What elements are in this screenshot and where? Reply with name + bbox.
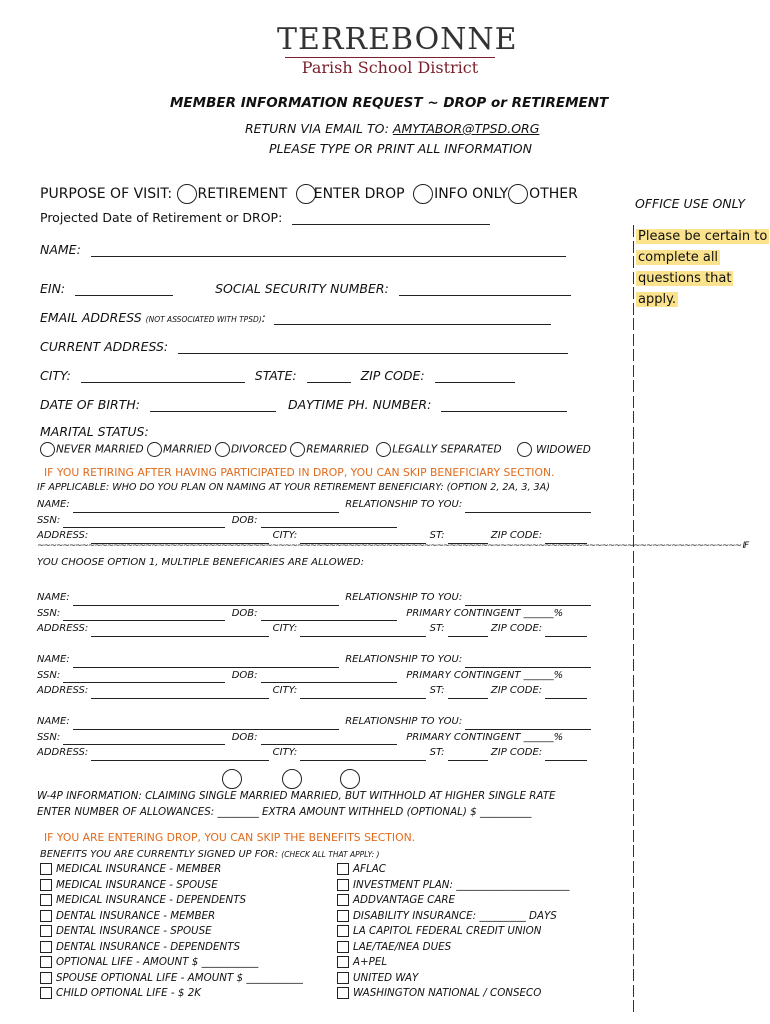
- address-input[interactable]: [178, 341, 568, 354]
- beneficiary-st-label: ST:: [429, 623, 448, 634]
- benefit-checkbox[interactable]: [40, 925, 52, 937]
- beneficiary-city-label: CITY:: [272, 530, 301, 541]
- beneficiary-address-input[interactable]: [91, 750, 269, 761]
- benefit-item[interactable]: [337, 909, 569, 925]
- benefit-label: MEDICAL INSURANCE - MEMBER: [56, 863, 222, 875]
- benefit-checkbox[interactable]: [337, 879, 349, 891]
- beneficiary-dob-input[interactable]: [261, 610, 397, 621]
- info-only-option-label: INFO ONLY: [434, 186, 509, 202]
- benefits-label-note: (CHECK ALL THAT APPLY: ): [281, 850, 380, 859]
- benefit-checkbox[interactable]: [40, 863, 52, 875]
- beneficiary-name-row: [37, 652, 591, 668]
- benefit-label: ADDVANTAGE CARE: [353, 894, 456, 906]
- beneficiary-address-label: ADDRESS:: [37, 747, 92, 758]
- beneficiary-address-input[interactable]: [91, 688, 269, 699]
- married-label: MARRIED: [162, 443, 212, 456]
- beneficiary-name-input[interactable]: [73, 502, 339, 513]
- benefit-checkbox[interactable]: [40, 879, 52, 891]
- primary-contingent-label: PRIMARY CONTINGENT ______%: [406, 607, 564, 619]
- beneficiary-name-input[interactable]: [73, 719, 339, 730]
- benefit-item[interactable]: [40, 878, 303, 894]
- w4p-allowances: ENTER NUMBER OF ALLOWANCES: ________ EXTRA AMOUNT WITHHELD (OPTIONAL) $ __________: [37, 806, 532, 818]
- beneficiary-st-input[interactable]: [448, 750, 488, 761]
- beneficiary-block: [37, 714, 591, 761]
- benefit-label: WASHINGTON NATIONAL / CONSECO: [353, 987, 542, 999]
- dob-label: DATE OF BIRTH:: [40, 397, 140, 412]
- benefits-label: BENEFITS YOU ARE CURRENTLY SIGNED UP FOR:: [40, 849, 282, 860]
- enter-drop-radio[interactable]: [296, 184, 316, 204]
- benefit-label: AFLAC: [353, 863, 386, 875]
- benefit-checkbox[interactable]: [40, 972, 52, 984]
- benefit-item[interactable]: [337, 924, 569, 940]
- office-note-line-2: complete all: [638, 250, 719, 265]
- ssn-label: SOCIAL SECURITY NUMBER:: [215, 281, 389, 296]
- married-higher-radio[interactable]: [340, 769, 360, 789]
- benefit-item[interactable]: [337, 878, 569, 894]
- email-label: EMAIL ADDRESS: [40, 310, 142, 325]
- purpose-label: PURPOSE OF VISIT:: [40, 186, 177, 202]
- beneficiary-address-row: [37, 745, 591, 761]
- remarried-radio[interactable]: [290, 442, 305, 457]
- beneficiary-city-label: CITY:: [272, 685, 301, 696]
- benefit-item[interactable]: [40, 955, 303, 971]
- benefit-item[interactable]: [337, 862, 569, 878]
- beneficiary-ssn-row: [37, 730, 591, 746]
- beneficiary-ssn-row: [37, 606, 591, 622]
- ein-ssn-row: [40, 281, 571, 296]
- marital-options: [40, 442, 591, 457]
- option-separator: ~~~~~~~~~~~~~~~~~~~~~~~~~~~~~~~~~~~~~~~~~~~~~~~~~~~~~~~~~~~~~~~~~~~~~~~~~~~~~~~~~~~~~~~~~~~~~~~~~~~~~~~~~~~~~~~ IF: [37, 541, 748, 551]
- w4p-info: W-4P INFORMATION: CLAIMING SINGLE MARRIED MARRIED, BUT WITHHOLD AT HIGHER SINGLE RATE: [37, 790, 556, 802]
- beneficiary-ssn-input[interactable]: [63, 734, 225, 745]
- beneficiary-ssn-label: SSN:: [37, 514, 64, 526]
- beneficiary-dob-label: DOB:: [231, 669, 261, 681]
- retirement-option-label: RETIREMENT: [197, 186, 288, 202]
- beneficiary-dob-input[interactable]: [261, 734, 397, 745]
- beneficiary-st-label: ST:: [429, 530, 448, 541]
- beneficiary-address-label: ADDRESS:: [37, 623, 92, 634]
- benefit-checkbox[interactable]: [40, 987, 52, 999]
- city-input[interactable]: [81, 370, 245, 383]
- office-note-line-4: apply.: [638, 292, 677, 307]
- benefit-label: OPTIONAL LIFE - AMOUNT $ ___________: [56, 956, 259, 968]
- divorced-radio[interactable]: [215, 442, 230, 457]
- benefit-checkbox[interactable]: [40, 941, 52, 953]
- benefits-skip-note: IF YOU ARE ENTERING DROP, YOU CAN SKIP THE BENEFITS SECTION.: [44, 831, 416, 844]
- beneficiary-address-row: [37, 683, 591, 699]
- address-row: [40, 339, 568, 354]
- benefit-checkbox[interactable]: [40, 956, 52, 968]
- beneficiary-zip-label: ZIP CODE:: [490, 530, 546, 541]
- beneficiary-ssn-input[interactable]: [63, 610, 225, 621]
- benefit-label: SPOUSE OPTIONAL LIFE - AMOUNT $ ___________: [56, 971, 303, 984]
- dob-phone-row: [40, 397, 567, 412]
- state-input[interactable]: [307, 370, 351, 383]
- benefits-left-list: [40, 862, 303, 1002]
- phone-input[interactable]: [441, 399, 567, 412]
- benefit-label: MEDICAL INSURANCE - SPOUSE: [56, 878, 218, 891]
- beneficiary-block: [37, 590, 591, 637]
- ein-label: EIN:: [40, 281, 66, 296]
- beneficiary-name-row: [37, 714, 591, 730]
- beneficiary-dob-input[interactable]: [261, 672, 397, 683]
- benefits-right-list: [337, 862, 569, 1002]
- relationship-input[interactable]: [465, 595, 591, 606]
- beneficiary-zip-input[interactable]: [545, 626, 587, 637]
- beneficiary-name-label: NAME:: [37, 654, 73, 665]
- enter-drop-option-label: ENTER DROP: [313, 186, 405, 202]
- beneficiary-ssn-input[interactable]: [63, 672, 225, 683]
- beneficiary-dob-input[interactable]: [261, 517, 397, 528]
- benefits-label-row: [40, 849, 379, 860]
- state-label: STATE:: [254, 368, 297, 383]
- benefit-checkbox[interactable]: [337, 941, 349, 953]
- benefit-checkbox[interactable]: [337, 910, 349, 922]
- email-note: (NOT ASSOCIATED WITH TPSD): [145, 315, 262, 324]
- beneficiary-zip-label: ZIP CODE:: [490, 747, 546, 758]
- beneficiary-st-label: ST:: [429, 747, 448, 758]
- office-note-line-3: questions that: [638, 271, 732, 286]
- name-row: [40, 242, 566, 257]
- beneficiary-name-input[interactable]: [73, 595, 339, 606]
- beneficiary-block: [37, 497, 591, 544]
- other-option-label: OTHER: [529, 186, 578, 202]
- beneficiary-ssn-label: SSN:: [37, 607, 64, 619]
- benefit-item[interactable]: [40, 986, 303, 1002]
- email-colon: :: [261, 310, 266, 325]
- benefit-label: LA CAPITOL FEDERAL CREDIT UNION: [353, 925, 542, 937]
- benefit-checkbox[interactable]: [40, 894, 52, 906]
- benefit-checkbox[interactable]: [337, 972, 349, 984]
- return-instruction: [245, 121, 539, 136]
- beneficiary-ssn-label: SSN:: [37, 669, 64, 681]
- benefit-item[interactable]: [337, 971, 569, 987]
- beneficiary-address-label: ADDRESS:: [37, 530, 92, 541]
- beneficiary-st-input[interactable]: [448, 688, 488, 699]
- info-only-radio[interactable]: [413, 184, 433, 204]
- beneficiary-ssn-input[interactable]: [63, 517, 225, 528]
- benefit-item[interactable]: [337, 955, 569, 971]
- benefit-label: LAE/TAE/NEA DUES: [353, 940, 452, 953]
- benefit-item[interactable]: [40, 940, 303, 956]
- benefit-label: DENTAL INSURANCE - DEPENDENTS: [56, 940, 241, 953]
- beneficiary-dob-label: DOB:: [231, 731, 261, 743]
- benefit-item[interactable]: [337, 940, 569, 956]
- beneficiary-skip-note: IF YOU RETIRING AFTER HAVING PARTICIPATED IN DROP, YOU CAN SKIP BENEFICIARY SECTION.: [44, 466, 555, 479]
- remarried-label: REMARRIED: [306, 443, 369, 456]
- city-state-zip-row: [40, 368, 515, 383]
- beneficiary-address-row: [37, 621, 591, 637]
- benefit-label: INVESTMENT PLAN: ______________________: [353, 878, 570, 891]
- beneficiary-zip-label: ZIP CODE:: [490, 685, 546, 696]
- benefit-checkbox[interactable]: [337, 863, 349, 875]
- benefit-item[interactable]: [40, 862, 303, 878]
- beneficiary-ssn-row: [37, 668, 591, 684]
- print-instruction: PLEASE TYPE OR PRINT ALL INFORMATION: [269, 141, 532, 156]
- other-radio[interactable]: [508, 184, 528, 204]
- relationship-input[interactable]: [465, 657, 591, 668]
- retirement-radio[interactable]: [177, 184, 197, 204]
- ein-input[interactable]: [75, 283, 173, 296]
- beneficiary-ssn-label: SSN:: [37, 731, 64, 743]
- office-use-label: OFFICE USE ONLY: [635, 196, 746, 211]
- relationship-label: RELATIONSHIP TO YOU:: [345, 499, 466, 510]
- benefit-checkbox[interactable]: [40, 910, 52, 922]
- widowed-radio[interactable]: [517, 442, 532, 457]
- benefit-item[interactable]: [337, 893, 569, 909]
- primary-contingent-label: PRIMARY CONTINGENT ______%: [406, 731, 564, 743]
- beneficiary-block: [37, 652, 591, 699]
- beneficiary-dob-label: DOB:: [231, 607, 261, 619]
- beneficiary-address-label: ADDRESS:: [37, 685, 92, 696]
- benefit-checkbox[interactable]: [337, 956, 349, 968]
- beneficiary-ssn-row: [37, 513, 591, 529]
- divorced-label: DIVORCED: [230, 443, 287, 456]
- benefit-item[interactable]: [337, 986, 569, 1002]
- benefit-checkbox[interactable]: [337, 987, 349, 999]
- beneficiary-intro: IF APPLICABLE: WHO DO YOU PLAN ON NAMING AT YOUR RETIREMENT BENEFICIARY: (OPTION 2, 2A, 3, 3A): [37, 482, 550, 493]
- legally-separated-label: LEGALLY SEPARATED: [392, 443, 502, 456]
- relationship-input[interactable]: [465, 502, 591, 513]
- beneficiary-city-input[interactable]: [300, 750, 426, 761]
- phone-label: DAYTIME PH. NUMBER:: [287, 397, 432, 412]
- city-label: CITY:: [40, 368, 71, 383]
- benefit-label: DENTAL INSURANCE - MEMBER: [56, 909, 216, 922]
- purpose-row: [40, 184, 578, 204]
- office-note-line-1: Please be certain to: [638, 229, 768, 244]
- email-input[interactable]: [274, 312, 551, 325]
- beneficiary-name-label: NAME:: [37, 592, 73, 603]
- projected-date-label: Projected Date of Retirement or DROP:: [40, 210, 283, 225]
- office-use-divider: [633, 225, 634, 1005]
- beneficiary-city-input[interactable]: [300, 626, 426, 637]
- option1-note: YOU CHOOSE OPTION 1, MULTIPLE BENEFICARIES ARE ALLOWED:: [37, 557, 364, 568]
- address-label: CURRENT ADDRESS:: [40, 339, 169, 354]
- benefit-label: UNITED WAY: [353, 971, 419, 984]
- logo-subtitle: Parish School District: [301, 58, 479, 77]
- beneficiary-city-input[interactable]: [300, 688, 426, 699]
- beneficiary-zip-input[interactable]: [545, 688, 587, 699]
- single-radio[interactable]: [222, 769, 242, 789]
- beneficiary-name-input[interactable]: [73, 657, 339, 668]
- relationship-label: RELATIONSHIP TO YOU:: [345, 592, 466, 603]
- married-radio[interactable]: [147, 442, 162, 457]
- beneficiary-zip-label: ZIP CODE:: [490, 623, 546, 634]
- benefit-label: A+PEL: [353, 956, 388, 968]
- benefit-label: DISABILITY INSURANCE: _________ DAYS: [353, 909, 557, 922]
- benefit-item[interactable]: [40, 893, 303, 909]
- beneficiary-city-label: CITY:: [272, 747, 301, 758]
- school-logo: [277, 22, 518, 78]
- dob-input[interactable]: [150, 399, 276, 412]
- return-email-link[interactable]: AMYTABOR@TPSD.ORG: [392, 121, 540, 136]
- never-married-radio[interactable]: [40, 442, 55, 457]
- benefit-checkbox[interactable]: [337, 925, 349, 937]
- beneficiary-name-label: NAME:: [37, 499, 73, 510]
- beneficiary-st-label: ST:: [429, 685, 448, 696]
- beneficiary-city-label: CITY:: [272, 623, 301, 634]
- w4p-radios: [222, 768, 361, 789]
- widowed-label: WIDOWED: [535, 443, 591, 456]
- beneficiary-zip-input[interactable]: [545, 750, 587, 761]
- return-prefix: RETURN VIA EMAIL TO:: [245, 121, 393, 136]
- name-input[interactable]: [91, 244, 566, 257]
- projected-date-field[interactable]: [292, 212, 490, 225]
- benefit-item[interactable]: [40, 924, 303, 940]
- relationship-input[interactable]: [465, 719, 591, 730]
- never-married-label: NEVER MARRIED: [56, 443, 144, 456]
- name-label: NAME:: [40, 242, 81, 257]
- ssn-input[interactable]: [399, 283, 571, 296]
- beneficiary-address-input[interactable]: [91, 626, 269, 637]
- form-title: MEMBER INFORMATION REQUEST ~ DROP or RETIREMENT: [170, 95, 609, 111]
- beneficiary-name-row: [37, 497, 591, 513]
- married-w4p-radio[interactable]: [282, 769, 302, 789]
- benefit-item[interactable]: [40, 971, 303, 987]
- benefit-label: CHILD OPTIONAL LIFE - $ 2K: [56, 987, 202, 999]
- relationship-label: RELATIONSHIP TO YOU:: [345, 654, 466, 665]
- benefit-label: DENTAL INSURANCE - SPOUSE: [56, 925, 212, 937]
- legally-separated-radio[interactable]: [376, 442, 391, 457]
- benefit-label: MEDICAL INSURANCE - DEPENDENTS: [56, 894, 247, 906]
- benefit-checkbox[interactable]: [337, 894, 349, 906]
- primary-contingent-label: PRIMARY CONTINGENT ______%: [406, 669, 564, 681]
- beneficiary-name-label: NAME:: [37, 716, 73, 727]
- projected-date-row: [40, 210, 490, 225]
- logo-title: TERREBONNE: [277, 22, 518, 57]
- zip-input[interactable]: [435, 370, 515, 383]
- relationship-label: RELATIONSHIP TO YOU:: [345, 716, 466, 727]
- beneficiary-name-row: [37, 590, 591, 606]
- zip-label: ZIP CODE:: [360, 368, 425, 383]
- office-note: [636, 225, 769, 309]
- beneficiary-dob-label: DOB:: [231, 514, 261, 526]
- beneficiary-st-input[interactable]: [448, 626, 488, 637]
- benefit-item[interactable]: [40, 909, 303, 925]
- email-row: [40, 310, 551, 325]
- marital-label: MARITAL STATUS:: [40, 424, 149, 439]
